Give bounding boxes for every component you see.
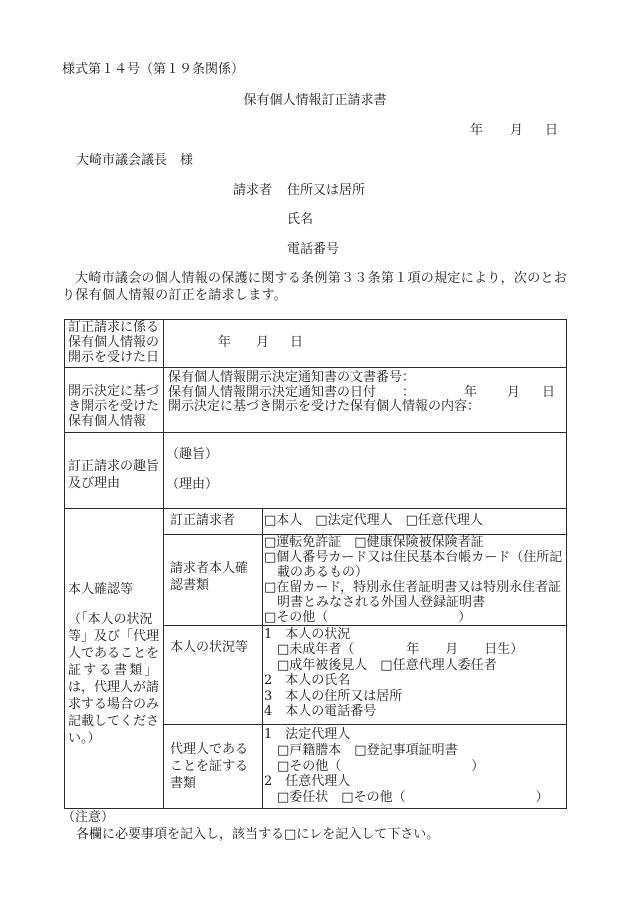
disclosed-info-label-line: 開示決定に基づ: [68, 384, 160, 399]
agent-documents-label-line: 書類: [170, 776, 197, 791]
id-document-option-continuation: 明書とみなされる外国人登録証明書: [277, 595, 486, 610]
principal-status-option: □成年被後見人 □任意代理人委任者: [277, 657, 497, 673]
agent-documents-label-cell: [163, 724, 263, 809]
identity-note-line: は，代理人が請: [68, 680, 160, 695]
agent-type-item: 2 任意代理人: [264, 774, 351, 790]
principal-status-item: 1 本人の状況: [264, 627, 351, 642]
intro-line: 大崎市議会の個人情報の保護に関する条例第３３条第１項の規定により，次のとお: [75, 271, 568, 286]
intro-paragraph: [62, 270, 567, 304]
disclosed-info-label-cell: [64, 367, 164, 433]
disclosure-date-year-label: 年: [218, 335, 232, 350]
disclosure-date-label-line: 訂正請求に係る: [68, 320, 160, 335]
id-document-option: □在留カード，特別永住者証明書又は特別永住者証: [264, 580, 562, 595]
principal-status-value-cell: [262, 625, 567, 725]
requester-type-label: 訂正請求者: [170, 513, 236, 528]
id-documents-value-cell: [262, 534, 567, 626]
disclosure-date-label-cell: [64, 319, 164, 368]
notice-date-line: [168, 386, 566, 401]
purpose-reason-label-line: 及び理由: [68, 476, 121, 491]
disclosure-date-value-cell: [163, 319, 567, 368]
agent-type-item: 1 法定代理人: [264, 727, 351, 742]
id-documents-label-line: 認書類: [170, 578, 210, 593]
purpose-label: （趣旨）: [166, 447, 219, 462]
disclosure-date-month-label: 月: [256, 335, 270, 350]
principal-status-label-cell: [163, 625, 263, 725]
identity-note: [68, 611, 163, 747]
purpose-reason-label-cell: [64, 432, 164, 509]
disclosure-date-label-line: 保有個人情報の: [68, 335, 160, 350]
requester-name-label: 氏名: [287, 212, 314, 227]
disclosure-date-label-line: 開示を受けた日: [68, 350, 160, 365]
id-document-option: □運転免許証 □健康保険被保険者証: [264, 535, 484, 550]
agent-document-option: □戸籍謄本 □登記事項証明書: [277, 742, 458, 758]
notice-date-month-label: 月: [507, 384, 521, 400]
disclosed-info-label-line: き開示を受けた: [68, 399, 160, 414]
requester-type-options: □本人 □法定代理人 □任意代理人: [264, 513, 483, 528]
identity-label: 本人確認等: [68, 582, 134, 597]
notice-date-day-label: 日: [542, 384, 556, 400]
notice-date-year-label: 年: [464, 384, 478, 400]
requester-phone-label: 電話番号: [287, 242, 340, 257]
purpose-reason-value-cell: [163, 432, 567, 509]
notes-heading: （注意）: [62, 810, 115, 825]
notice-document-number-label: 保有個人情報開示決定通知書の文書番号：: [168, 370, 416, 385]
id-document-option-other: □その他（ ）: [264, 610, 472, 625]
principal-status-item: 4 本人の電話番号: [264, 704, 377, 720]
agent-document-option-other: □その他（ ）: [277, 758, 485, 774]
date-day-label: 日: [545, 123, 559, 138]
date-month-label: 月: [510, 123, 524, 138]
id-documents-label-line: 請求者本人確: [170, 561, 249, 576]
notice-date-label: 保有個人情報開示決定通知書の日付 ：: [168, 384, 416, 400]
identity-note-line: 証する書類」: [68, 663, 160, 678]
form-number: 様式第１４号（第１９条関係）: [62, 62, 245, 77]
requester-type-value-cell: [262, 508, 567, 535]
addressee: 大崎市議会議長 様: [76, 153, 194, 168]
principal-status-item: 3 本人の住所又は居所: [264, 688, 403, 704]
identity-note-line: 等」及び「代理: [68, 629, 160, 644]
principal-status-option: □未成年者（ 年 月 日生）: [277, 642, 524, 658]
disclosed-info-content-label: 開示決定に基づき開示を受けた保有個人情報の内容：: [168, 399, 481, 414]
identity-note-line: 人であることを: [68, 646, 160, 661]
agent-documents-label-line: ことを証する: [170, 759, 249, 774]
requester-label: 請求者: [233, 183, 273, 198]
agent-document-option: □委任状 □その他（ ）: [277, 790, 549, 806]
identity-note-line: 求する場合のみ: [68, 697, 160, 712]
agent-documents-label-line: 代理人である: [170, 742, 249, 757]
disclosure-date-day-label: 日: [290, 335, 304, 350]
reason-label: （理由）: [166, 477, 219, 492]
identity-note-line: 記載してくださ: [68, 714, 160, 729]
date-year-label: 年: [470, 123, 484, 138]
form-title: 保有個人情報訂正請求書: [243, 93, 387, 108]
identity-note-line: （「本人の状況: [68, 612, 153, 627]
identity-label-cell: [64, 508, 164, 809]
requester-type-label-cell: [163, 508, 263, 535]
disclosed-info-label-line: 保有個人情報: [68, 414, 147, 429]
intro-line: り保有個人情報の訂正を請求します。: [62, 288, 288, 303]
agent-documents-value-cell: [262, 724, 567, 809]
disclosed-info-value-cell: [163, 367, 567, 433]
principal-status-item: 2 本人の氏名: [264, 673, 351, 689]
id-document-option: □個人番号カード又は住民基本台帳カード（住所記: [264, 550, 563, 565]
identity-note-line: い。）: [68, 731, 101, 746]
principal-status-label: 本人の状況等: [170, 640, 249, 655]
id-documents-label-cell: [163, 534, 263, 626]
requester-address-label: 住所又は居所: [287, 183, 366, 198]
purpose-reason-label-line: 訂正請求の趣旨: [68, 459, 160, 474]
notes-text: 各欄に必要事項を記入し，該当する□にレを記入して下さい。: [76, 827, 440, 842]
id-document-option-continuation: 載のあるもの）: [277, 565, 369, 580]
